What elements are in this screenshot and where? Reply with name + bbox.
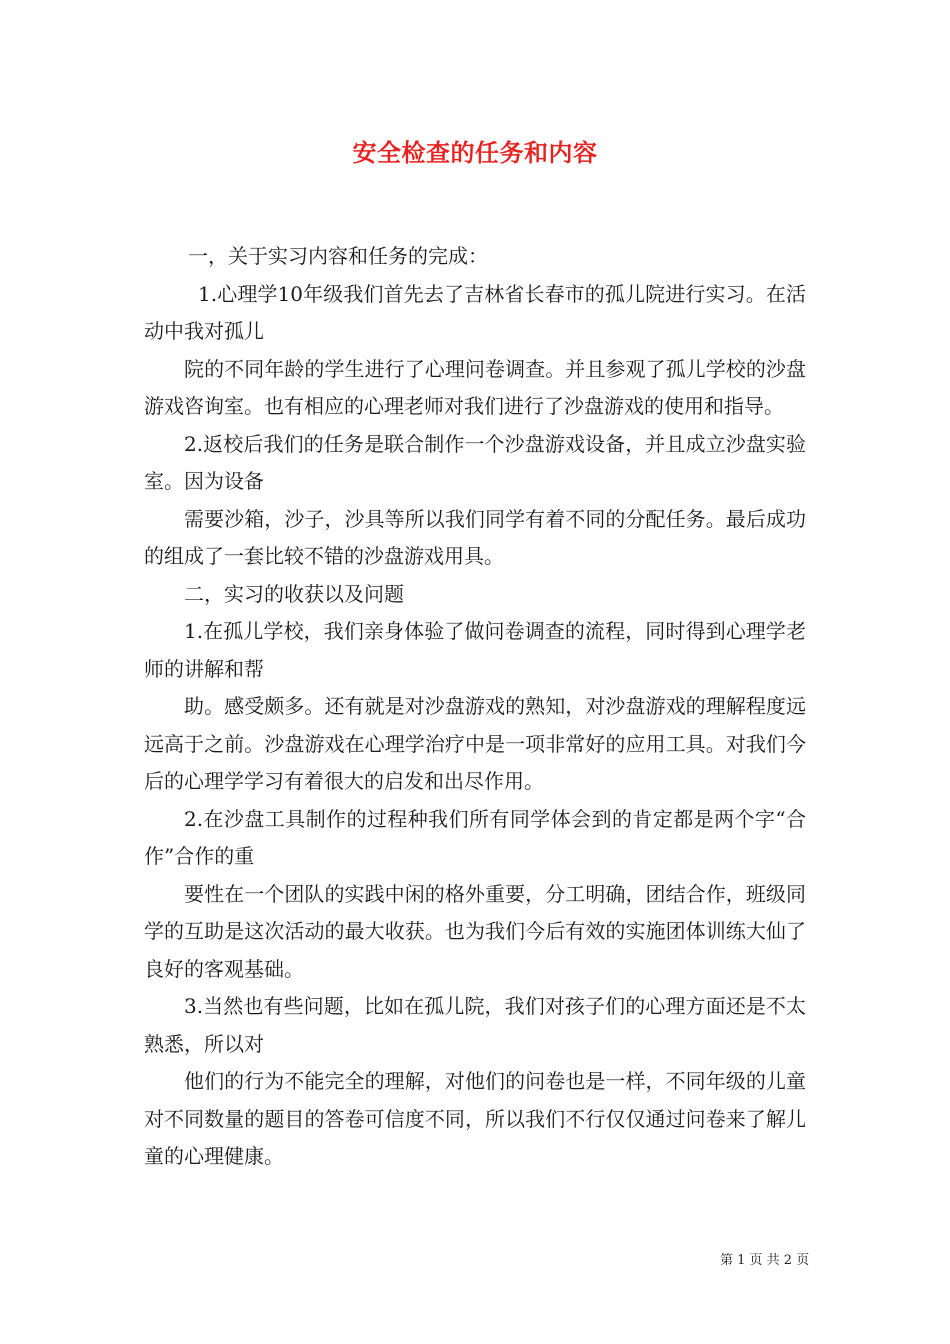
paragraph: 院的不同年龄的学生进行了心理问卷调查。并且参观了孤儿学校的沙盘游戏咨询室。也有相应的心理老师对我们进行了沙盘游戏的使用和指导。 bbox=[144, 356, 806, 418]
section-heading-2: 二，实习的收获以及问题 bbox=[184, 581, 404, 606]
paragraph: 1.心理学10年级我们首先去了吉林省长春市的孤儿院进行实习。在活动中我对孤儿 bbox=[144, 281, 806, 343]
paragraph: 1.在孤儿学校，我们亲身体验了做问卷调查的流程，同时得到心理学老师的讲解和帮 bbox=[144, 619, 806, 681]
document-title: 安全检查的任务和内容 bbox=[352, 138, 598, 167]
paragraph: 3.当然也有些问题，比如在孤儿院，我们对孩子们的心理方面还是不太熟悉，所以对 bbox=[144, 994, 806, 1056]
paragraph: 他们的行为不能完全的理解，对他们的问卷也是一样，不同年级的儿童对不同数量的题目的答卷可信度不同，所以我们不行仅仅通过问卷来了解儿童的心理健康。 bbox=[144, 1069, 806, 1168]
paragraph: 需要沙箱，沙子，沙具等所以我们同学有着不同的分配任务。最后成功的组成了一套比较不错的沙盘游戏用具。 bbox=[144, 506, 806, 568]
paragraph: 要性在一个团队的实践中闲的格外重要，分工明确，团结合作，班级同学的互助是这次活动的最大收获。也为我们今后有效的实施团体训练大仙了良好的客观基础。 bbox=[144, 881, 806, 981]
paragraph: 2.返校后我们的任务是联合制作一个沙盘游戏设备，并且成立沙盘实验室。因为设备 bbox=[144, 431, 806, 493]
paragraph: 2.在沙盘工具制作的过程种我们所有同学体会到的肯定都是两个字“合作”合作的重 bbox=[144, 806, 806, 868]
page-number-footer: 第 1 页 共 2 页 bbox=[720, 1253, 810, 1268]
document-body bbox=[144, 238, 806, 1176]
section-heading-1: 一，关于实习内容和任务的完成： bbox=[188, 244, 488, 268]
paragraph: 助。感受颇多。还有就是对沙盘游戏的熟知，对沙盘游戏的理解程度远远高于之前。沙盘游戏在心理学治疗中是一项非常好的应用工具。对我们今后的心理学学习有着很大的启发和出尽作用。 bbox=[144, 694, 806, 793]
